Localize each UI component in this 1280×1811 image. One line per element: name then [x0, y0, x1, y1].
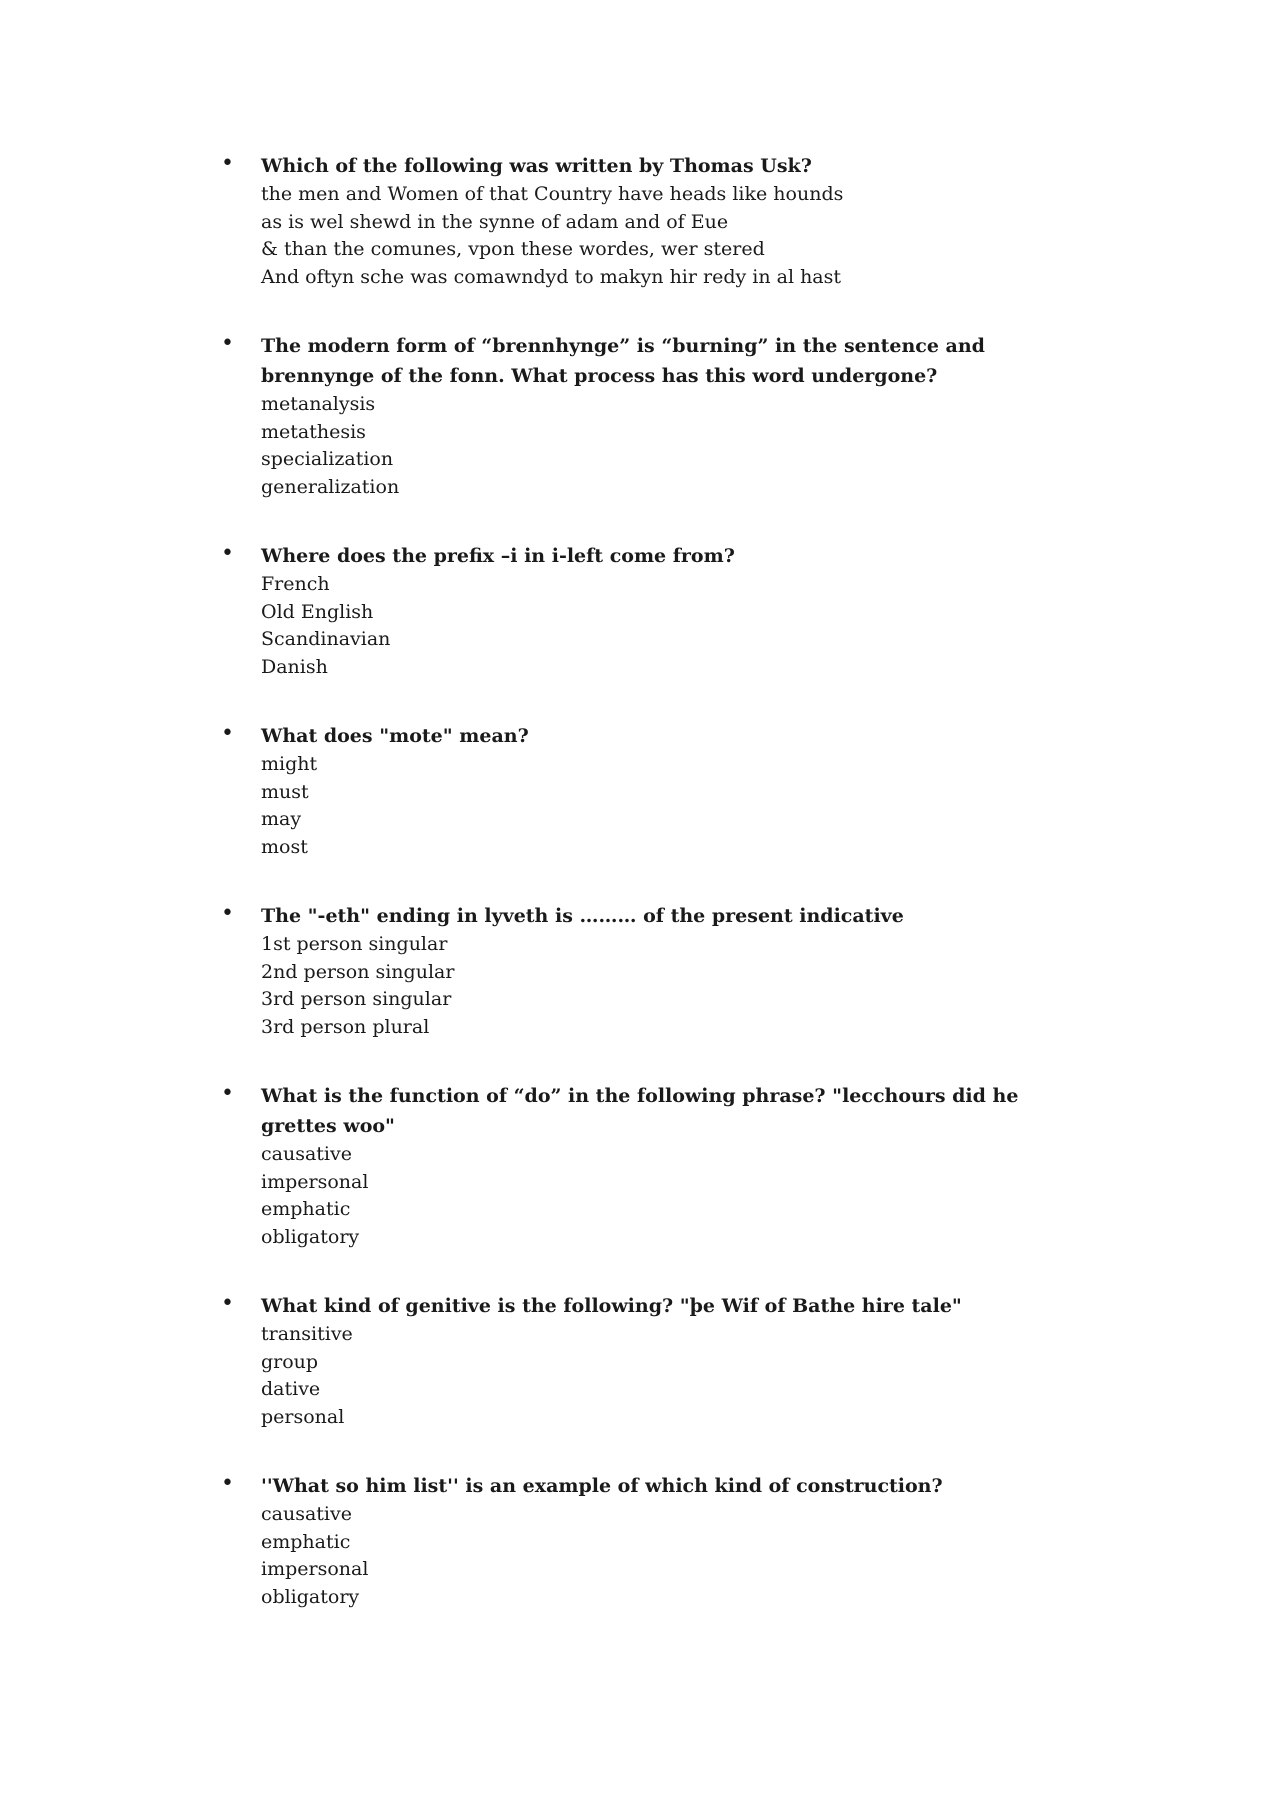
answer-option: transitive: [261, 1323, 353, 1345]
question-item: [221, 721, 1061, 861]
answer-option: dative: [261, 1378, 321, 1400]
bullet-icon: •: [221, 541, 234, 566]
question-text: The "-eth" ending in lyveth is ……… of the present indicative: [261, 905, 904, 927]
question-text: Which of the following was written by Thomas Usk?: [261, 155, 812, 177]
answer-option: most: [261, 835, 308, 858]
question-text: What does "mote" mean?: [261, 725, 529, 747]
answer-option: group: [261, 1350, 319, 1373]
answer-option: causative: [261, 1503, 352, 1525]
question-text: Where does the prefix –i in i-left come from?: [261, 545, 735, 567]
answer-option: impersonal: [261, 1558, 369, 1580]
answer-option: French: [261, 573, 330, 595]
answer-option: 1st person singular: [261, 933, 448, 955]
question-text: What is the function of “do” in the following phrase? "lecchours did he grettes woo": [261, 1085, 1019, 1137]
question-item: [221, 1471, 1061, 1611]
question-item: [221, 151, 1061, 291]
answer-option: might: [261, 753, 318, 775]
answer-option: emphatic: [261, 1198, 351, 1220]
answer-options: [261, 1141, 1061, 1251]
question-item: [221, 331, 1061, 501]
answer-option: Scandinavian: [261, 628, 391, 650]
bullet-icon: •: [221, 1081, 234, 1106]
question-item: [221, 1291, 1061, 1431]
answer-options: [261, 1501, 1061, 1611]
answer-option: obligatory: [261, 1585, 360, 1608]
answer-options: [261, 181, 1061, 291]
bullet-icon: •: [221, 901, 234, 926]
question-text: The modern form of “brennhynge” is “burning” in the sentence and brennynge of the fonn. What process has this word undergone?: [261, 335, 985, 387]
answer-option: personal: [261, 1405, 345, 1428]
answer-option: metanalysis: [261, 393, 376, 415]
answer-option: specialization: [261, 448, 394, 470]
question-item: [221, 541, 1061, 681]
answer-option: & than the comunes, vpon these wordes, wer stered: [261, 238, 765, 260]
answer-option: impersonal: [261, 1170, 369, 1193]
bullet-icon: •: [221, 1291, 234, 1316]
question-list: [221, 151, 1061, 1651]
bullet-icon: •: [221, 331, 234, 356]
answer-option: emphatic: [261, 1530, 351, 1553]
answer-option: 3rd person plural: [261, 1015, 430, 1038]
question-text: What kind of genitive is the following? "þe Wif of Bathe hire tale": [261, 1295, 962, 1317]
answer-options: [261, 391, 1061, 501]
answer-option: must: [261, 780, 309, 803]
question-text: ''What so him list'' is an example of which kind of construction?: [261, 1475, 943, 1497]
answer-option: as is wel shewd in the synne of adam and of Eue: [261, 210, 729, 233]
answer-option: generalization: [261, 475, 400, 498]
answer-option: the men and Women of that Country have heads like hounds: [261, 183, 844, 205]
question-item: [221, 901, 1061, 1041]
answer-option: may: [261, 808, 302, 830]
answer-option: Danish: [261, 655, 328, 678]
answer-option: Old English: [261, 600, 374, 623]
answer-options: [261, 931, 1061, 1041]
bullet-icon: •: [221, 1471, 234, 1496]
answer-options: [261, 571, 1061, 681]
bullet-icon: •: [221, 151, 234, 176]
answer-option: obligatory: [261, 1225, 360, 1248]
question-item: [221, 1081, 1061, 1251]
answer-option: metathesis: [261, 420, 366, 443]
answer-options: [261, 1321, 1061, 1431]
answer-option: And oftyn sche was comawndyd to makyn hir redy in al hast: [261, 265, 842, 288]
answer-option: 2nd person singular: [261, 960, 455, 983]
bullet-icon: •: [221, 721, 234, 746]
answer-option: 3rd person singular: [261, 988, 452, 1010]
answer-option: causative: [261, 1143, 352, 1165]
answer-options: [261, 751, 1061, 861]
